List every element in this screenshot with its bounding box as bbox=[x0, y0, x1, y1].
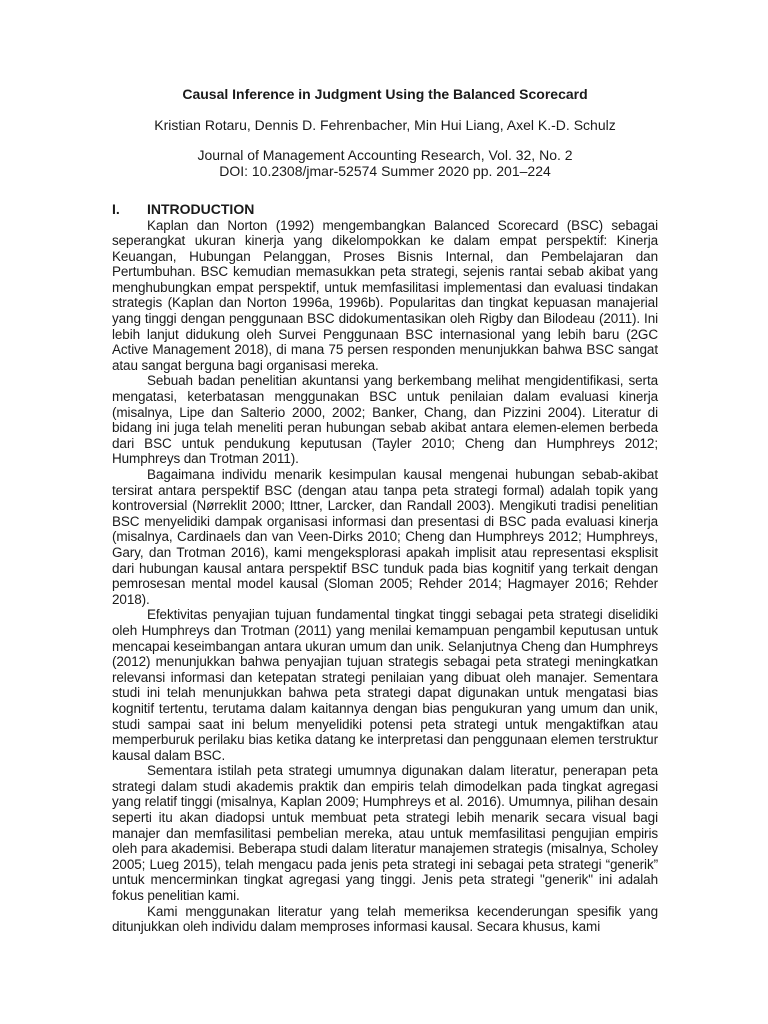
section-heading bbox=[112, 202, 658, 218]
section-number: I. bbox=[112, 201, 120, 217]
doi-line: DOI: 10.2308/jmar-52574 Summer 2020 pp. 201–224 bbox=[219, 163, 551, 179]
paragraph-1: Kaplan dan Norton (1992) mengembangkan Balanced Scorecard (BSC) sebagai seperangkat ukuran kinerja yang dikelompokkan ke dalam empat perspektif: Kinerja Keuangan, Hubungan Pelanggan, Proses Bisnis Internal, dan Pembelajaran dan Pertumbuhan. BSC kemudian memasukkan peta strategi, sejenis rantai sebab akibat yang menghubungkan empat perspektif, untuk memfasilitasi implementasi dan evaluasi tindakan strategis (Kaplan dan Norton 1996a, 1996b). Popularitas dan tingkat kepuasan manajerial yang tinggi dengan penggunaan BSC didokumentasikan oleh Rigby dan Bilodeau (2011). Ini lebih lanjut didukung oleh Survei Penggunaan BSC internasional yang lebih baru (2GC Active Management 2018), di mana 75 persen responden menunjukkan bahwa BSC sangat atau sangat berguna bagi organisasi mereka. bbox=[112, 217, 658, 373]
paper-authors: Kristian Rotaru, Dennis D. Fehrenbacher, Min Hui Liang, Axel K.-D. Schulz bbox=[154, 117, 616, 133]
paragraph-3: Bagaimana individu menarik kesimpulan kausal mengenai hubungan sebab-akibat tersirat antara perspektif BSC (dengan atau tanpa peta strategi formal) adalah topik yang kontroversial (Nørreklit 2000; Ittner, Larcker, dan Randall 2003). Mengikuti tradisi penelitian BSC menyelidiki dampak organisasi informasi dan presentasi di BSC pada evaluasi kinerja (misalnya, Cardinaels dan van Veen-Dirks 2010; Cheng dan Humphreys 2012; Humphreys, Gary, dan Trotman 2016), kami mengeksplorasi apakah implisit atau representasi eksplisit dari hubungan kausal antara perspektif BSC tunduk pada bias kognitif yang terkait dengan pemrosesan mental model kausal (Sloman 2005; Rehder 2014; Hagmayer 2016; Rehder 2018). bbox=[112, 467, 658, 607]
paragraph-6: Kami menggunakan literatur yang telah memeriksa kecenderungan spesifik yang ditunjukkan oleh individu dalam memproses informasi kausal. Secara khusus, kami bbox=[112, 903, 658, 935]
paragraph-2: Sebuah badan penelitian akuntansi yang berkembang melihat mengidentifikasi, serta mengatasi, keterbatasan menggunakan BSC untuk penilaian dalam evaluasi kinerja (misalnya, Lipe dan Salterio 2000, 2002; Banker, Chang, dan Pizzini 2004). Literatur di bidang ini juga telah meneliti peran hubungan sebab akibat antara elemen-elemen berbeda dari BSC untuk pendukung keputusan (Tayler 2010; Cheng dan Humphreys 2012; Humphreys dan Trotman 2011). bbox=[112, 373, 658, 467]
paragraph-4: Efektivitas penyajian tujuan fundamental tingkat tinggi sebagai peta strategi diselidiki oleh Humphreys dan Trotman (2011) yang menilai kemampuan pengambil keputusan untuk mencapai keseimbangan antara ukuran umum dan unik. Selanjutnya Cheng dan Humphreys (2012) menunjukkan bahwa penyajian tujuan strategis sebagai peta strategi meningkatkan relevansi informasi dan ketepatan strategi penilaian yang dibuat oleh manajer. Sementara studi ini telah menunjukkan bahwa peta strategi dapat digunakan untuk mengatasi bias kognitif tertentu, terutama dalam kaitannya dengan bias pengukuran yang umum dan unik, studi sampai saat ini belum menyelidiki potensi peta strategi untuk mengaktifkan atau memperburuk perilaku bias ketika datang ke interpretasi dan penggunaan elemen terstruktur kausal dalam BSC. bbox=[112, 607, 658, 763]
paper-title: Causal Inference in Judgment Using the Balanced Scorecard bbox=[182, 86, 588, 102]
section-title: INTRODUCTION bbox=[147, 201, 255, 217]
journal-citation: Journal of Management Accounting Research, Vol. 32, No. 2 bbox=[197, 147, 573, 163]
paragraph-5: Sementara istilah peta strategi umumnya digunakan dalam literatur, penerapan peta strategi dalam studi akademis praktik dan empiris telah dimodelkan pada tingkat agregasi yang relatif tinggi (misalnya, Kaplan 2009; Humphreys et al. 2016). Umumnya, pilihan desain seperti itu akan diadopsi untuk membuat peta strategi lebih menarik secara visual bagi manajer dan memfasilitasi pembelian mereka, atau untuk memfasilitasi pengujian empiris oleh para akademisi. Beberapa studi dalam literatur manajemen strategis (misalnya, Scholey 2005; Lueg 2015), telah mengacu pada jenis peta strategi ini sebagai peta strategi “generik” untuk mencerminkan tingkat agregasi yang tinggi. Jenis peta strategi "generik" ini adalah fokus penelitian kami. bbox=[112, 763, 658, 904]
